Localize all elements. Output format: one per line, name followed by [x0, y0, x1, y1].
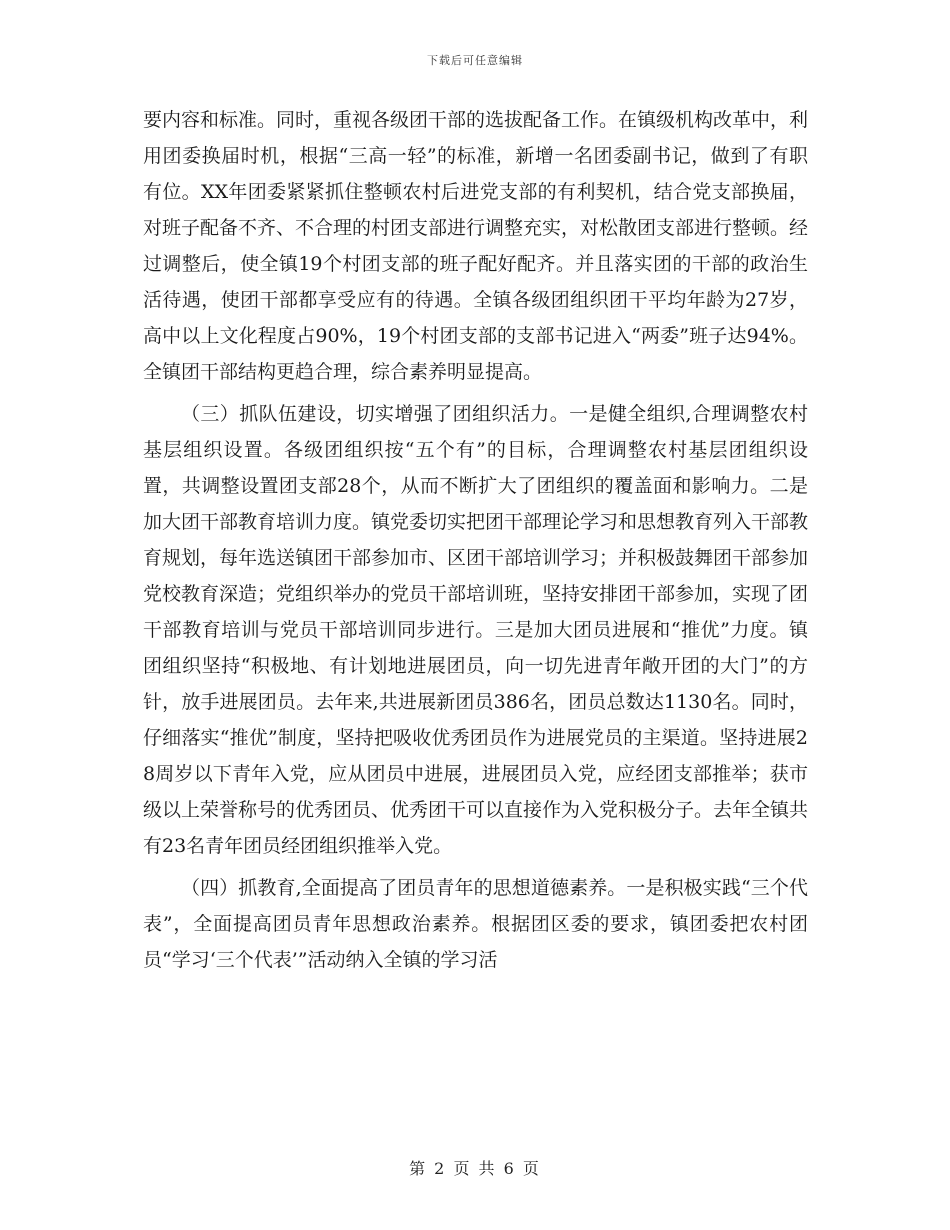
document-body: [143, 102, 808, 978]
paragraph-2: （三）抓队伍建设，切实增强了团组织活力。一是健全组织,合理调整农村基层组织设置。各级团组织按“五个有”的目标，合理调整农村基层团组织设置，共调整设置团支部28个，从而不断扩大了团组织的覆盖面和影响力。二是加大团干部教育培训力度。镇党委切实把团干部理论学习和思想教育列入干部教育规划，每年选送镇团干部参加市、区团干部培训学习；并积极鼓舞团干部参加党校教育深造；党组织举办的党员干部培训班，坚持安排团干部参加，实现了团干部教育培训与党员干部培训同步进行。三是加大团员进展和“推优”力度。镇团组织坚持“积极地、有计划地进展团员，向一切先进青年敞开团的大门”的方针，放手进展团员。去年来,共进展新团员386名，团员总数达1130名。同时，仔细落实“推优”制度，坚持把吸收优秀团员作为进展党员的主渠道。坚持进展28周岁以下青年入党，应从团员中进展，进展团员入党，应经团支部推举；获市级以上荣誉称号的优秀团员、优秀团干可以直接作为入党积极分子。去年全镇共有23名青年团员经团组织推举入党。: [143, 403, 809, 857]
paragraph-3: （四）抓教育,全面提高了团员青年的思想道德素养。一是积极实践“三个代表”，全面提高团员青年思想政治素养。根据团区委的要求，镇团委把农村团员“学习‘三个代表’”活动纳入全镇的学习活: [143, 877, 808, 971]
page-header: 下载后可任意编辑: [427, 54, 523, 67]
page-footer: 第 2 页 共 6 页: [409, 1159, 541, 1178]
paragraph-1: 要内容和标准。同时，重视各级团干部的选拔配备工作。在镇级机构改革中，利用团委换届时机，根据“三高一轻”的标准，新增一名团委副书记，做到了有职有位。XX年团委紧紧抓住整顿农村后进党支部的有利契机，结合党支部换届，对班子配备不齐、不合理的村团支部进行调整充实，对松散团支部进行整顿。经过调整后，使全镇19个村团支部的班子配好配齐。并且落实团的干部的政治生活待遇，使团干部都享受应有的待遇。全镇各级团组织团干平均年龄为27岁，高中以上文化程度占90%，19个村团支部的支部书记进入“两委”班子达94%。全镇团干部结构更趋合理，综合素养明显提高。: [143, 109, 809, 383]
